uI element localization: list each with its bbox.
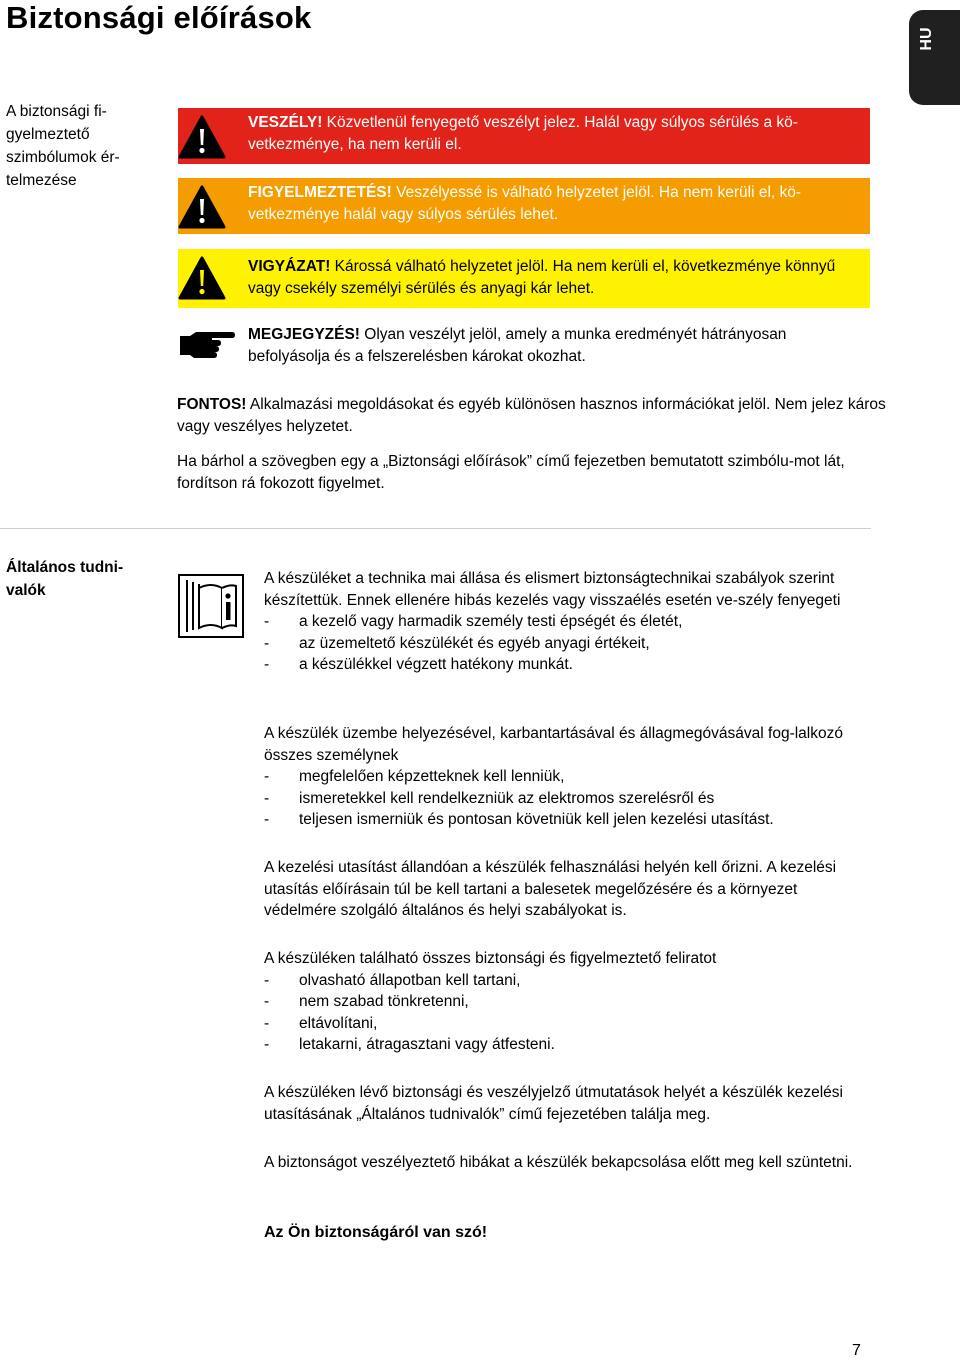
general-paragraph-2: A készülék üzembe helyezésével, karbantartásával és állagmegóvásával fog-lalkozó összes személynek: [264, 725, 843, 764]
page-number: 7: [852, 1342, 861, 1359]
general-paragraph-5: A készüléken lévő biztonsági és veszélyjelző útmutatások helyét a készülék kezelési utasításának „Általános tudnivalók” című fejezetében találja meg.: [264, 1084, 843, 1123]
warning-label: FIGYELMEZTETÉS!: [248, 184, 392, 201]
note-text: [248, 324, 864, 367]
important-label: FONTOS!: [177, 396, 247, 413]
list-item: - letakarni, átragasztani vagy átfesteni.: [264, 1034, 864, 1056]
warning-text: [248, 182, 864, 225]
list-item: - eltávolítani,: [264, 1013, 864, 1035]
list-item: - nem szabad tönkretenni,: [264, 991, 864, 1013]
general-block-1: [264, 568, 864, 676]
language-tab-label: HU: [918, 27, 935, 51]
general-paragraph-1: A készüléket a technika mai állása és elismert biztonságtechnikai szabályok szerint készítettük. Ennek ellenére hibás kezelés vagy visszaélés esetén ve-szély fenyegeti: [264, 570, 841, 609]
warning-triangle-icon: [178, 185, 226, 229]
general-paragraph-4: A készüléken található összes biztonsági és figyelmeztető feliratot: [264, 950, 717, 967]
note-notice: [178, 320, 870, 368]
caution-text: [248, 256, 864, 299]
list-item: - a kezelő vagy harmadik személy testi épségét és életét,: [264, 611, 864, 633]
list-item: - ismeretekkel kell rendelkezniük az elektromos szerelésről és: [264, 788, 864, 810]
general-block-5: [264, 1082, 864, 1125]
general-paragraph-6: A biztonságot veszélyeztető hibákat a készülék bekapcsolása előtt meg kell szüntetni.: [264, 1154, 853, 1171]
list-item: - teljesen ismerniük és pontosan követniük kell jelen kezelési utasítást.: [264, 809, 864, 831]
page-title: Biztonsági előírások: [6, 0, 312, 35]
symbols-hint: Ha bárhol a szövegben egy a „Biztonsági előírások” című fejezetben bemutatott szimbólu-mot lát, fordítson rá fokozott figyelmet.: [177, 453, 845, 492]
warning-triangle-icon: [178, 256, 226, 300]
section-heading-symbols: A biztonsági fi-gyelmeztető szimbólumok ér-telmezése: [6, 103, 120, 189]
warning-triangle-icon: [178, 115, 226, 159]
manual-info-icon: [178, 574, 244, 638]
list-item: - olvasható állapotban kell tartani,: [264, 970, 864, 992]
warning-message: Veszélyessé is válható helyzetet jelöl. Ha nem kerüli el, kö-vetkezménye halál vagy súlyos sérülés lehet.: [248, 184, 802, 223]
important-notice: [177, 394, 897, 437]
caution-notice: [178, 249, 870, 308]
warning-notice: [178, 178, 870, 234]
danger-label: VESZÉLY!: [248, 114, 323, 131]
general-list-2: [264, 766, 864, 831]
note-message: Olyan veszélyt jelöl, amely a munka eredményét hátrányosan befolyásolja és a felszerelésben károkat okozhat.: [248, 326, 787, 365]
general-list-3: [264, 970, 864, 1056]
list-item: - megfelelően képzetteknek kell lenniük,: [264, 766, 864, 788]
section-heading-general: Általános tudni-valók: [6, 559, 124, 599]
general-paragraph-3: A kezelési utasítást állandóan a készülék felhasználási helyén kell őrizni. A kezelési utasítás előírásain túl be kell tartani a balesetek megelőzésére és a környezet védelmére szolgáló általános és helyi szabályokat is.: [264, 859, 837, 919]
note-label: MEGJEGYZÉS!: [248, 326, 360, 343]
general-block-6: [264, 1152, 864, 1174]
list-item: - az üzemeltető készülékét és egyéb anyagi értékeit,: [264, 633, 864, 655]
important-message: Alkalmazási megoldásokat és egyéb különösen hasznos információkat jelöl. Nem jelez káros vagy veszélyes helyzetet.: [177, 396, 886, 435]
danger-text: [248, 112, 864, 155]
closing-statement: Az Ön biztonságáról van szó!: [264, 1224, 488, 1241]
section-divider: [0, 528, 871, 529]
general-block-3: [264, 857, 864, 922]
general-list-1: [264, 611, 864, 676]
general-block-4: [264, 948, 864, 1056]
danger-notice: [178, 108, 870, 164]
general-block-2: [264, 723, 864, 831]
list-item: - a készülékkel végzett hatékony munkát.: [264, 654, 864, 676]
danger-message: Közvetlenül fenyegető veszélyt jelez. Halál vagy súlyos sérülés a kö-vetkezménye, ha nem kerüli el.: [248, 114, 798, 153]
caution-label: VIGYÁZAT!: [248, 258, 331, 275]
caution-message: Károssá válható helyzetet jelöl. Ha nem kerüli el, következménye könnyű vagy csekély személyi sérülés és anyagi kár lehet.: [248, 258, 836, 297]
pointing-hand-icon: [178, 328, 236, 362]
language-tab[interactable]: [909, 10, 960, 105]
